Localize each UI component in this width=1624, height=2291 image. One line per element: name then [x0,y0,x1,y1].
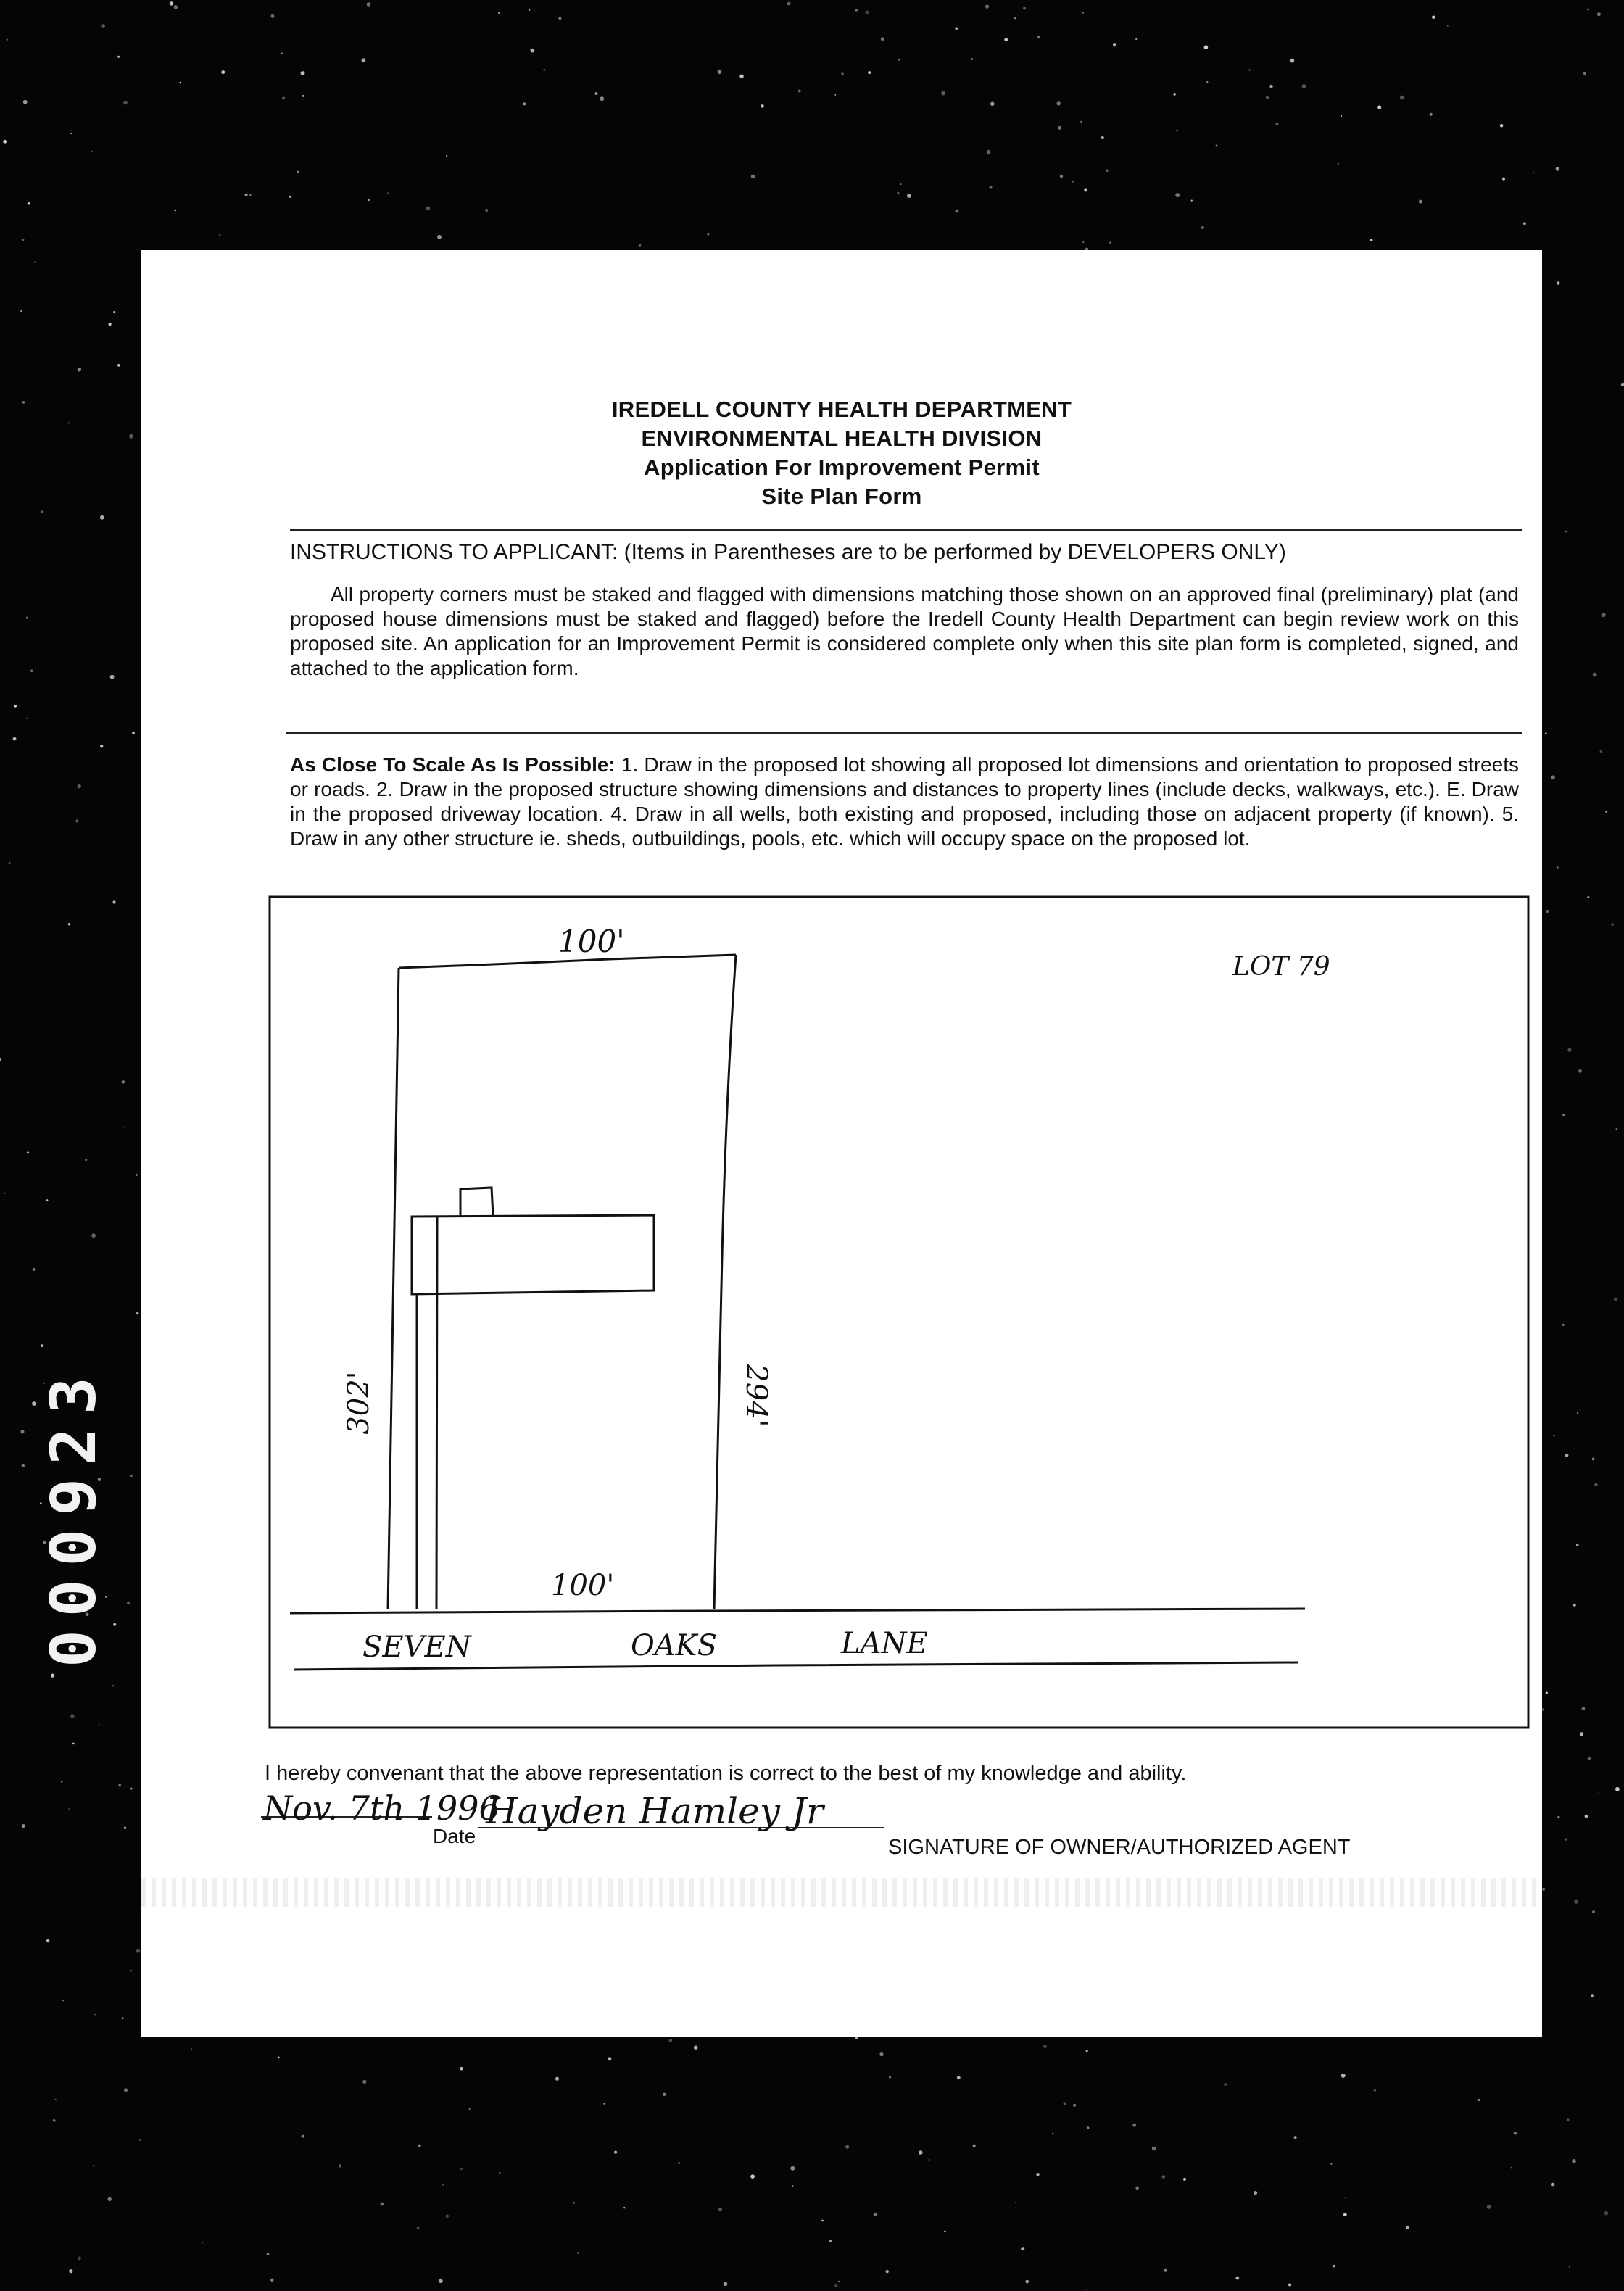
lot-left-boundary [388,968,399,1610]
house-porch [460,1188,493,1217]
margin-stamp-number: 000923 [38,1364,110,1668]
bottom-dimension-label: 100' [551,1569,615,1602]
form-header [141,395,1542,511]
street-word-3: LANE [841,1627,928,1660]
right-dimension-label: 294' [740,1364,773,1428]
scale-instructions-lead: As Close To Scale As Is Possible: [290,753,616,776]
street-upper-edge [290,1609,1305,1613]
scale-instructions-paragraph [290,753,1519,851]
handwritten-entries [257,1762,910,1842]
instructions-paragraph [290,582,1519,681]
lot-right-boundary [714,955,736,1610]
scale-instructions-body: 1. Draw in the proposed lot showing all proposed lot dimensions and orientation to proposed streets or roads. 2. Draw in the proposed structure showing dimensions and distances to property lines (include decks, walkways, etc.). E. Draw in the proposed driveway location. 4. Draw in all wells, both existing and proposed, including those on adjacent property (if known). 5. Draw in any other structure ie. sheds, outbuildings, pools, etc. which will occupy space on the proposed lot. [290,753,1519,850]
drawing-frame [270,897,1528,1728]
driveway-right-edge [436,1217,437,1610]
instructions-heading [290,540,1286,565]
header-division: ENVIRONMENTAL HEALTH DIVISION [641,426,1043,451]
instructions-divider [286,732,1522,734]
instructions-heading-note: (Items in Parentheses are to be performed by DEVELOPERS ONLY) [624,540,1286,564]
date-label: Date [433,1825,476,1847]
header-form-type: Site Plan Form [761,484,922,509]
lot-number-label: LOT 79 [1232,952,1330,982]
date-handwritten: Nov. 7th 1996 [263,1789,500,1828]
street-word-2: OAKS [631,1629,717,1662]
bottom-scan-smudge [141,1878,1542,1907]
street-word-1: SEVEN [362,1631,471,1664]
instructions-heading-label: INSTRUCTIONS TO APPLICANT: [290,540,618,564]
left-dimension-label: 302' [342,1371,376,1435]
top-dimension-label: 100' [558,924,625,959]
house-outline [412,1215,654,1294]
site-plan-form-page [141,250,1542,2037]
header-form-name: Application For Improvement Permit [644,455,1040,480]
instructions-body: All property corners must be staked and flagged with dimensions matching those shown on an approved final (preliminary) plat (and proposed house dimensions must be staked and flagged) before the Iredell County Health Department can begin review work on this proposed site. An application for an Improvement Permit is considered complete only when this site plan form is completed, signed, and attached to the application form. [290,583,1519,679]
signature-handwritten: Hayden Hamley Jr [486,1790,824,1832]
site-plan-drawing [268,895,1530,1729]
header-department: IREDELL COUNTY HEALTH DEPARTMENT [611,397,1072,422]
header-divider [290,529,1522,531]
signature-label: SIGNATURE OF OWNER/AUTHORIZED AGENT [888,1836,1351,1859]
certification-statement: I hereby convenant that the above representation is correct to the best of my knowledge and ability. [265,1762,1187,1785]
